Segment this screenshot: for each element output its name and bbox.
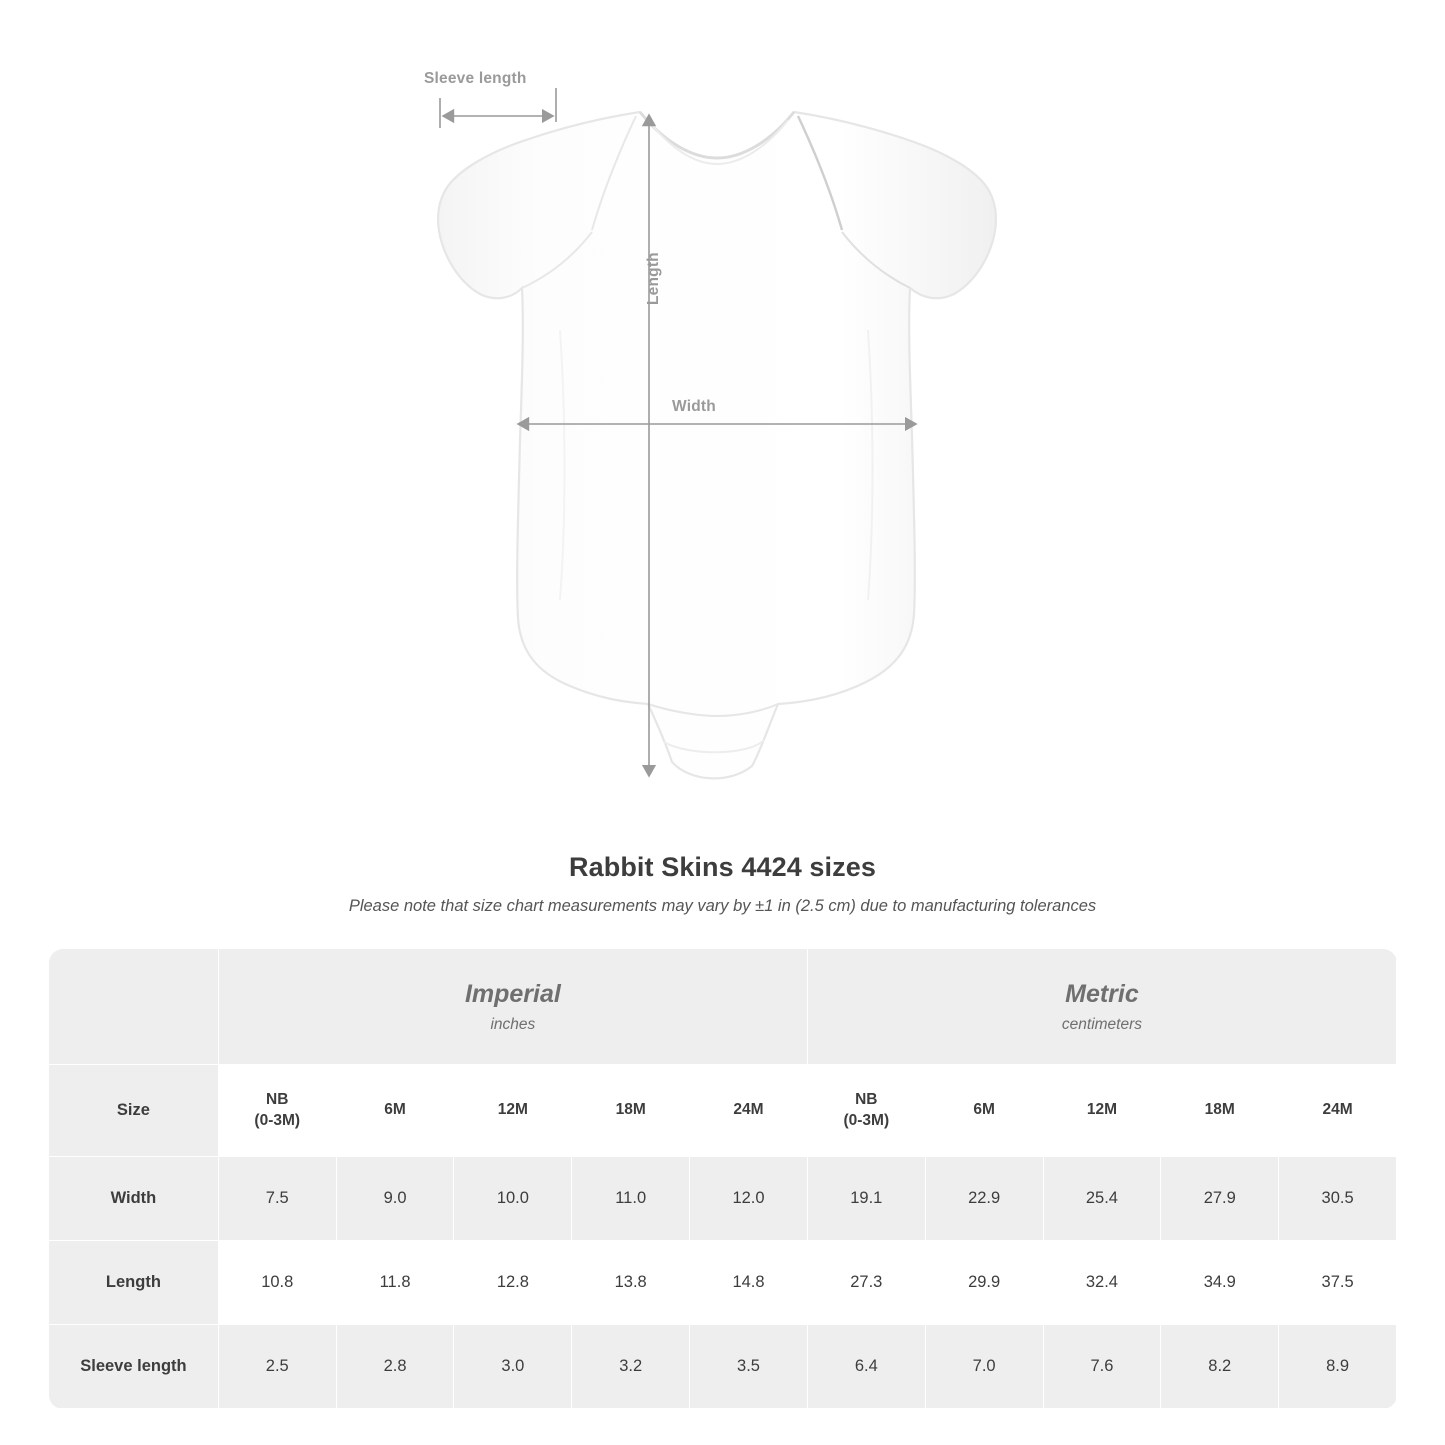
cell-length-24m-cm: 37.5 <box>1279 1241 1397 1325</box>
cell-sleeve-6m-in: 2.8 <box>336 1325 454 1409</box>
length-label: Length <box>645 252 662 305</box>
title-block <box>0 852 1445 916</box>
column-header-18m-imperial: 18M <box>572 1065 690 1157</box>
cell-length-24m-in: 14.8 <box>690 1241 808 1325</box>
unit-group-metric <box>807 949 1396 1065</box>
cell-length-12m-in: 12.8 <box>454 1241 572 1325</box>
unit-group-imperial-name: Imperial <box>464 979 561 1008</box>
table-row <box>49 1157 1397 1241</box>
col-head-main: NB <box>855 1090 878 1108</box>
cell-sleeve-24m-in: 3.5 <box>690 1325 808 1409</box>
column-header-12m-imperial: 12M <box>454 1065 572 1157</box>
row-label-sleeve-length: Sleeve length <box>49 1325 219 1409</box>
unit-group-imperial <box>218 949 807 1065</box>
tolerance-note: Please note that size chart measurements may vary by ±1 in (2.5 cm) due to manufacturing tolerances <box>348 897 1097 915</box>
row-label-length: Length <box>49 1241 219 1325</box>
table-row <box>49 1241 1397 1325</box>
cell-width-6m-cm: 22.9 <box>925 1157 1043 1241</box>
cell-width-24m-cm: 30.5 <box>1279 1157 1397 1241</box>
unit-group-imperial-sub: inches <box>490 1016 536 1034</box>
row-label-width: Width <box>49 1157 219 1241</box>
col-head-main: NB <box>266 1090 289 1108</box>
cell-length-nb-in: 10.8 <box>218 1241 336 1325</box>
cell-width-12m-cm: 25.4 <box>1043 1157 1161 1241</box>
column-header-18m-metric: 18M <box>1161 1065 1279 1157</box>
cell-sleeve-nb-cm: 6.4 <box>807 1325 925 1409</box>
cell-sleeve-18m-in: 3.2 <box>572 1325 690 1409</box>
cell-sleeve-nb-in: 2.5 <box>218 1325 336 1409</box>
column-header-24m-imperial: 24M <box>690 1065 808 1157</box>
cell-width-nb-cm: 19.1 <box>807 1157 925 1241</box>
cell-sleeve-18m-cm: 8.2 <box>1161 1325 1279 1409</box>
column-header-nb-metric <box>807 1065 925 1157</box>
size-table <box>48 948 1397 1409</box>
cell-width-nb-in: 7.5 <box>218 1157 336 1241</box>
column-header-6m-imperial: 6M <box>336 1065 454 1157</box>
col-head-sub: (0-3M) <box>254 1111 301 1129</box>
column-header-nb-imperial <box>218 1065 336 1157</box>
table-row <box>49 1325 1397 1409</box>
width-label: Width <box>672 398 716 415</box>
sleeve-length-arrow <box>440 88 556 128</box>
row-header-label: Size <box>49 1065 219 1157</box>
cell-length-18m-cm: 34.9 <box>1161 1241 1279 1325</box>
cell-width-18m-cm: 27.9 <box>1161 1157 1279 1241</box>
unit-group-metric-sub: centimeters <box>1061 1016 1143 1034</box>
sleeve-length-label: Sleeve length <box>424 70 527 87</box>
cell-sleeve-12m-in: 3.0 <box>454 1325 572 1409</box>
cell-length-18m-in: 13.8 <box>572 1241 690 1325</box>
cell-length-12m-cm: 32.4 <box>1043 1241 1161 1325</box>
cell-width-24m-in: 12.0 <box>690 1157 808 1241</box>
unit-group-row <box>49 949 1397 1065</box>
column-header-6m-metric: 6M <box>925 1065 1043 1157</box>
page-title: Rabbit Skins 4424 sizes <box>569 852 876 882</box>
column-header-row <box>49 1065 1397 1157</box>
unit-group-metric-name: Metric <box>1065 979 1139 1008</box>
cell-sleeve-24m-cm: 8.9 <box>1279 1325 1397 1409</box>
cell-length-6m-cm: 29.9 <box>925 1241 1043 1325</box>
cell-length-6m-in: 11.8 <box>336 1241 454 1325</box>
cell-width-18m-in: 11.0 <box>572 1157 690 1241</box>
column-header-24m-metric: 24M <box>1279 1065 1397 1157</box>
cell-sleeve-6m-cm: 7.0 <box>925 1325 1043 1409</box>
cell-sleeve-12m-cm: 7.6 <box>1043 1325 1161 1409</box>
cell-width-12m-in: 10.0 <box>454 1157 572 1241</box>
column-header-12m-metric: 12M <box>1043 1065 1161 1157</box>
cell-width-6m-in: 9.0 <box>336 1157 454 1241</box>
corner-cell <box>49 949 219 1065</box>
col-head-sub: (0-3M) <box>843 1111 890 1129</box>
size-table-wrapper <box>48 948 1397 1409</box>
cell-length-nb-cm: 27.3 <box>807 1241 925 1325</box>
